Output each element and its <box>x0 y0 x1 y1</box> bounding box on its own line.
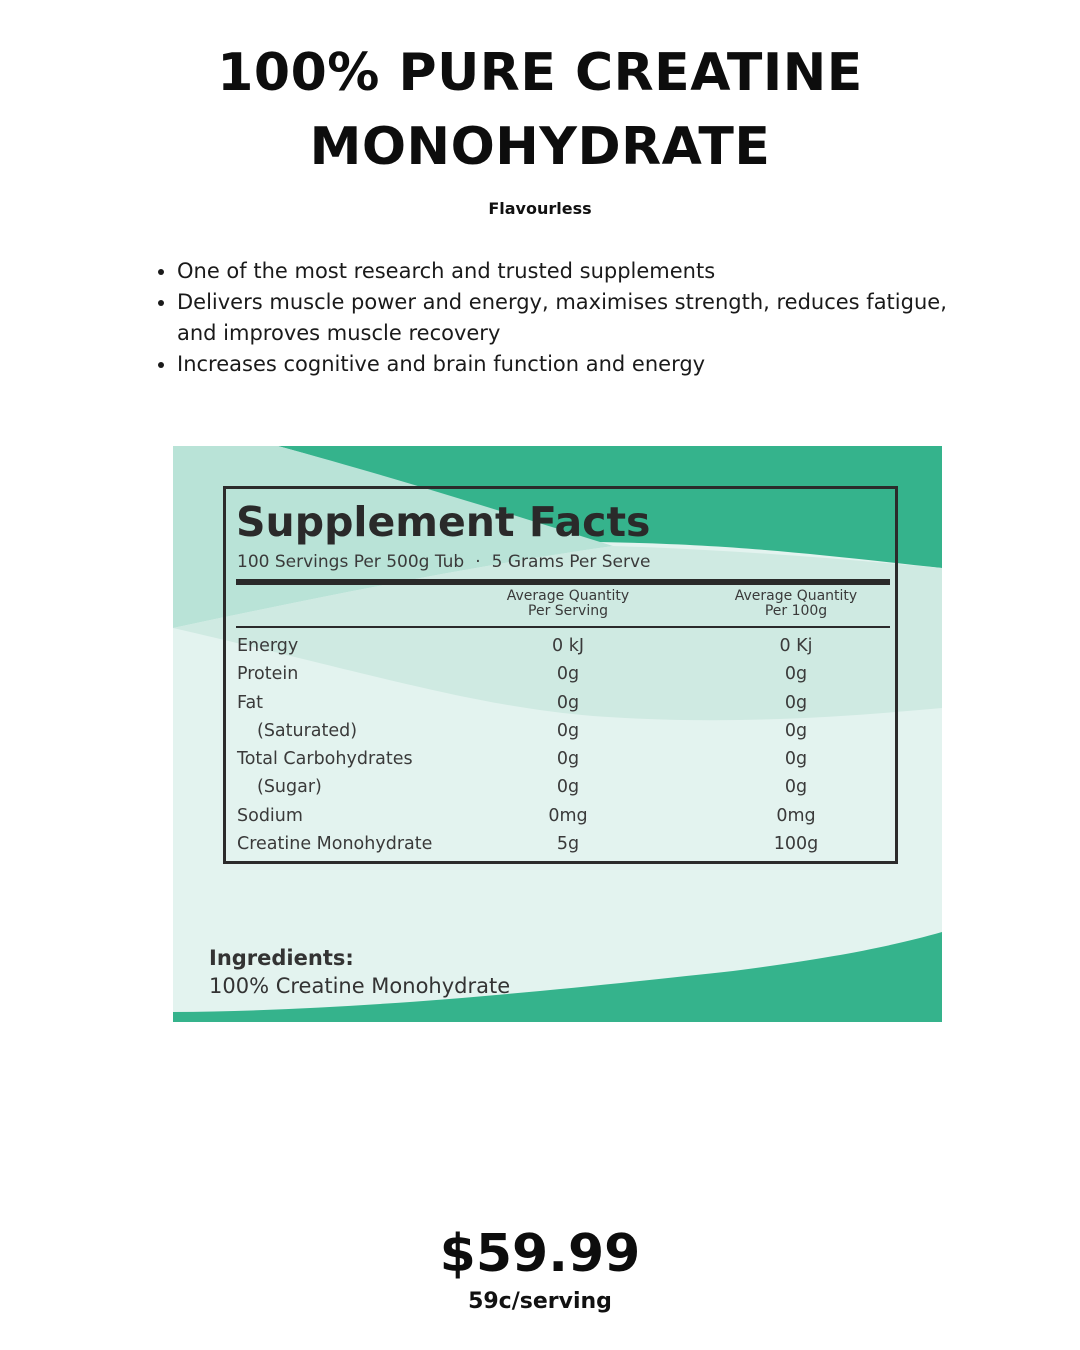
per-serving-value: 0mg <box>548 805 588 826</box>
nutrient-name: Creatine Monohydrate <box>237 834 433 855</box>
per-100g-value: 0g <box>784 664 808 685</box>
nutrient-name: (Sugar) <box>257 777 322 798</box>
nutrient-name: Energy <box>237 636 299 656</box>
table-row <box>226 689 895 717</box>
per-100g-value: 0g <box>784 777 808 798</box>
product-title-line-1: 100% PURE CREATINE <box>217 43 863 103</box>
supplement-facts-table <box>223 486 898 864</box>
table-row <box>226 830 895 858</box>
per-serving-value: 0g <box>556 749 580 770</box>
serve-size: 5 Grams Per Serve <box>491 552 651 572</box>
column-header-per-100g <box>706 589 886 619</box>
table-row <box>226 660 895 688</box>
thin-divider <box>236 626 890 628</box>
feature-item: • One of the most research and trusted supplements <box>177 256 967 287</box>
per-serving-value: 0g <box>556 664 580 685</box>
per-100g-value: 0g <box>784 692 808 713</box>
per-serving-value: 5g <box>556 834 580 855</box>
separator-dot: · <box>475 552 481 572</box>
per-serving-value: 0g <box>556 720 580 741</box>
column-header-per-serving <box>478 589 658 619</box>
feature-item: • Delivers muscle power and energy, maximises strength, reduces fatigue, and improves muscle recovery <box>177 287 967 349</box>
nutrient-name: (Saturated) <box>257 720 358 741</box>
per-serving-value: 0g <box>556 692 580 713</box>
feature-item: • Increases cognitive and brain function and energy <box>177 349 967 380</box>
nutrient-name: Fat <box>237 692 264 713</box>
per-100g-value: 0mg <box>776 805 816 826</box>
ingredients-heading: Ingredients: <box>209 946 354 970</box>
nutrient-name: Total Carbohydrates <box>237 749 413 770</box>
serving-info <box>237 551 651 573</box>
nutrient-name: Protein <box>237 664 299 685</box>
table-row <box>226 802 895 830</box>
facts-title: Supplement Facts <box>236 498 651 546</box>
table-row <box>226 632 895 660</box>
per-100g-value: 100g <box>773 834 819 855</box>
per-serving-value: 0g <box>556 777 580 798</box>
servings-per-tub: 100 Servings Per 500g Tub <box>237 552 465 572</box>
column-header-line: Per 100g <box>764 603 828 619</box>
thick-divider <box>236 579 890 585</box>
ingredients-block <box>209 944 510 1000</box>
per-serving-value: 0 kJ <box>552 636 584 656</box>
nutrient-rows <box>226 632 895 858</box>
table-row <box>226 717 895 745</box>
per-100g-value: 0g <box>784 720 808 741</box>
column-header-line: Average Quantity <box>734 588 858 604</box>
supplement-label-image <box>173 446 942 1022</box>
table-row <box>226 745 895 773</box>
price: $59.99 <box>439 1224 641 1284</box>
column-header-line: Average Quantity <box>506 588 630 604</box>
product-title <box>0 36 1080 184</box>
ingredients-text: 100% Creatine Monohydrate <box>209 974 511 998</box>
price-per-serving: 59c/serving <box>468 1289 612 1314</box>
nutrient-name: Sodium <box>237 805 303 826</box>
per-100g-value: 0g <box>784 749 808 770</box>
product-title-line-2: MONOHYDRATE <box>309 117 771 177</box>
table-row <box>226 773 895 801</box>
per-100g-value: 0 Kj <box>779 636 813 656</box>
column-header-line: Per Serving <box>528 603 608 619</box>
feature-list <box>150 256 967 380</box>
flavour-label: Flavourless <box>488 199 592 218</box>
